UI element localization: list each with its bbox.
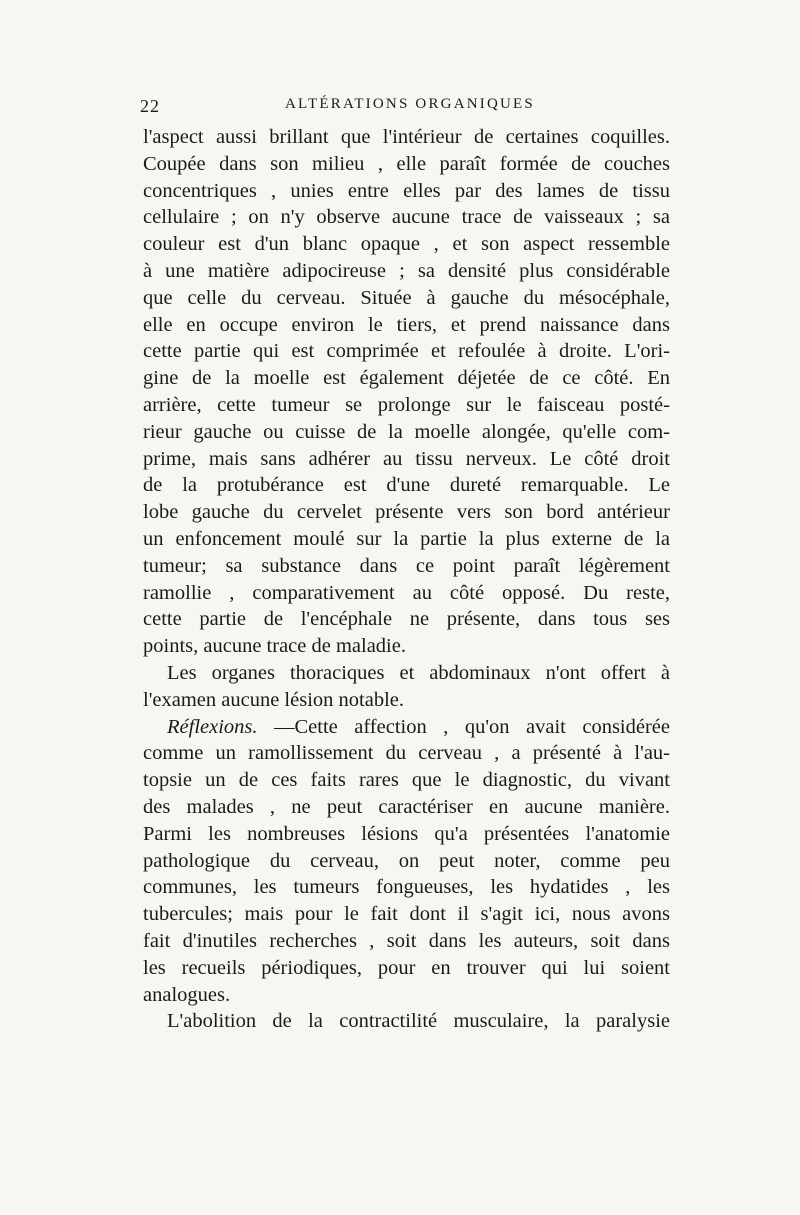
text-line: L'abolition de la contractilité musculaire, la paralysie xyxy=(167,1010,670,1033)
text-line: Coupée dans son milieu , elle paraît formée de couches xyxy=(143,152,670,175)
text-line: gine de la moelle est également déjetée de ce côté. En xyxy=(143,367,670,390)
text-line: points, aucune trace de maladie. xyxy=(143,635,406,658)
text-run: —Cette affection , qu'on avait considérée xyxy=(257,715,670,738)
text-line: de la protubérance est d'une dureté remarquable. Le xyxy=(143,474,670,497)
text-line: comme un ramollissement du cerveau , a présenté à l'au- xyxy=(143,742,670,765)
text-line: l'examen aucune lésion notable. xyxy=(143,688,404,711)
text-line: des malades , ne peut caractériser en aucune manière. xyxy=(143,795,670,818)
text-line: couleur est d'un blanc opaque , et son aspect ressemble xyxy=(143,233,670,256)
text-line: à une matière adipocireuse ; sa densité plus considérable xyxy=(143,259,670,282)
body-text xyxy=(143,124,670,1035)
text-line: ramollie , comparativement au côté opposé. Du reste, xyxy=(143,581,670,604)
text-line: un enfoncement moulé sur la partie la plus externe de la xyxy=(143,527,670,550)
text-line: que celle du cerveau. Située à gauche du mésocéphale, xyxy=(143,286,670,309)
text-line: elle en occupe environ le tiers, et prend naissance dans xyxy=(143,313,670,336)
text-line xyxy=(143,714,670,741)
text-line: tubercules; mais pour le fait dont il s'agit ici, nous avons xyxy=(143,903,670,926)
text-line: l'aspect aussi brillant que l'intérieur de certaines coquilles. xyxy=(143,126,670,148)
text-line: cette partie de l'encéphale ne présente, dans tous ses xyxy=(143,608,670,631)
section-lead: Réflexions. xyxy=(167,715,258,738)
text-line: rieur gauche ou cuisse de la moelle alongée, qu'elle com- xyxy=(143,420,670,443)
running-title: ALTÉRATIONS ORGANIQUES xyxy=(285,96,535,112)
text-line: pathologique du cerveau, on peut noter, comme peu xyxy=(143,849,670,872)
text-line: les recueils périodiques, pour en trouver qui lui soient xyxy=(143,956,670,979)
text-line: Parmi les nombreuses lésions qu'a présentées l'anatomie xyxy=(143,822,670,845)
text-line: analogues. xyxy=(143,983,231,1006)
text-line: fait d'inutiles recherches , soit dans les auteurs, soit dans xyxy=(143,929,670,952)
text-line: communes, les tumeurs fongueuses, les hydatides , les xyxy=(143,876,670,899)
text-line: tumeur; sa substance dans ce point paraît légèrement xyxy=(143,554,670,577)
page-number: 22 xyxy=(140,96,160,116)
text-line: topsie un de ces faits rares que le diagnostic, du vivant xyxy=(143,769,670,792)
running-head xyxy=(140,96,670,122)
text-line: cellulaire ; on n'y observe aucune trace de vaisseaux ; sa xyxy=(143,206,670,229)
text-line: Les organes thoraciques et abdominaux n'ont offert à xyxy=(167,661,670,684)
text-line: cette partie qui est comprimée et refoulée à droite. L'ori- xyxy=(143,340,670,363)
text-line: lobe gauche du cervelet présente vers son bord antérieur xyxy=(143,501,670,524)
text-line: prime, mais sans adhérer au tissu nerveux. Le côté droit xyxy=(143,447,670,470)
text-line: concentriques , unies entre elles par des lames de tissu xyxy=(143,179,670,202)
text-line: arrière, cette tumeur se prolonge sur le faisceau posté- xyxy=(143,393,670,416)
